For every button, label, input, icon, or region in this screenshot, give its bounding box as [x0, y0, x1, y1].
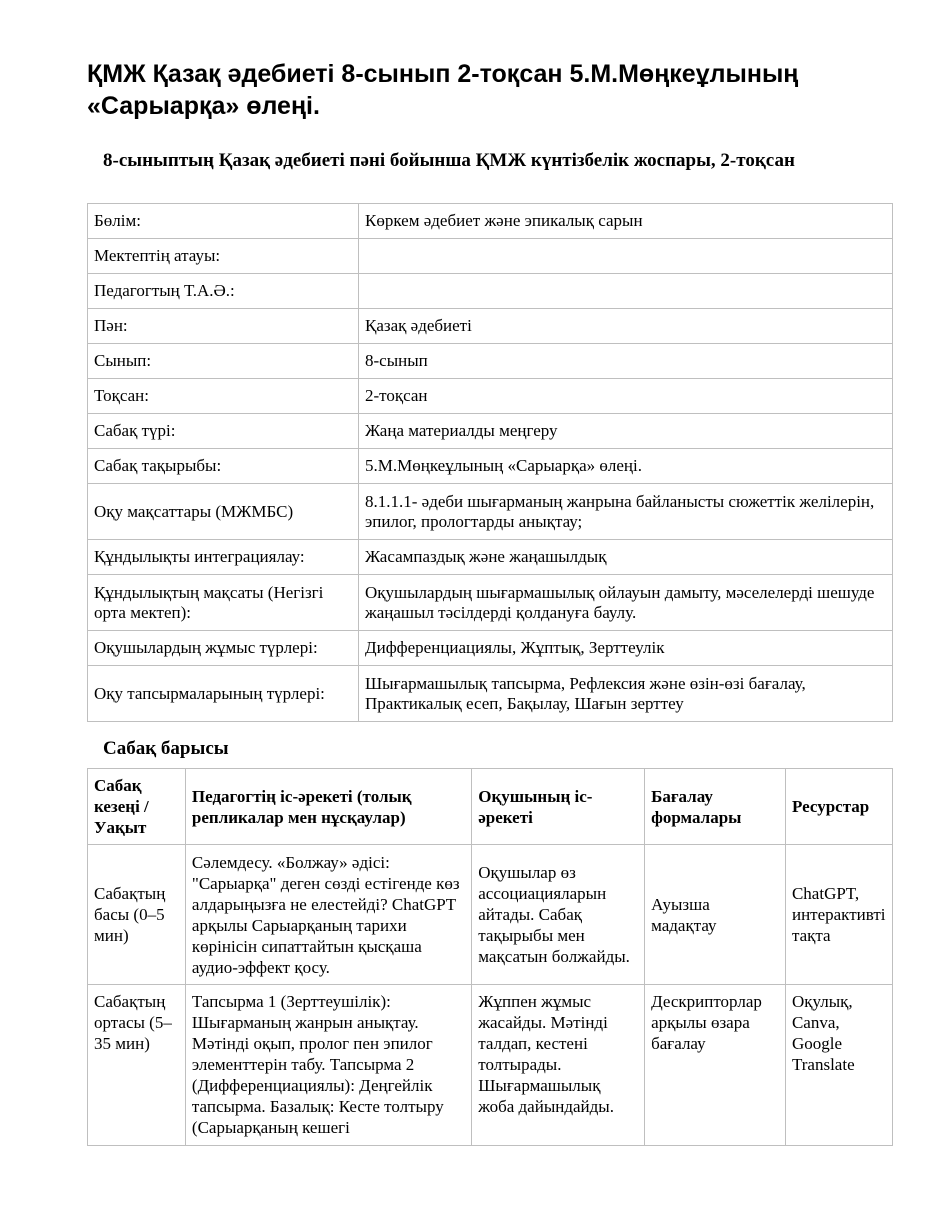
- info-value: [359, 239, 893, 274]
- lesson-student-actions: Оқушылар өз ассоциацияларын айтады. Сабақ тақырыбы мен мақсатын болжайды.: [472, 845, 645, 985]
- lesson-row-beginning: [88, 845, 893, 985]
- info-label: Бөлім:: [88, 204, 359, 239]
- lesson-assessment: Дескрипторлар арқылы өзара бағалау: [645, 985, 786, 1146]
- info-value: Жаңа материалды меңгеру: [359, 414, 893, 449]
- info-value: Дифференциациялы, Жұптық, Зерттеулік: [359, 631, 893, 666]
- info-label: Құндылықтың мақсаты (Негізгі орта мектеп):: [88, 575, 359, 631]
- lesson-row-middle: [88, 985, 893, 1146]
- lesson-section-title: Сабақ барысы: [103, 738, 229, 759]
- header-stage: Сабақ кезеңі / Уақыт: [88, 769, 186, 845]
- info-value: Жасампаздық және жаңашылдық: [359, 540, 893, 575]
- info-row-lesson-topic: [88, 449, 893, 484]
- info-value: 2-тоқсан: [359, 379, 893, 414]
- info-label: Пән:: [88, 309, 359, 344]
- lesson-stage: Сабақтың басы (0–5 мин): [88, 845, 186, 985]
- info-row-value-integration: [88, 540, 893, 575]
- plan-subtitle: 8-сыныптың Қазақ әдебиеті пәні бойынша ҚМЖ күнтізбелік жоспары, 2-тоқсан: [103, 150, 795, 171]
- info-value: 8.1.1.1- әдеби шығарманың жанрына байланысты сюжеттік желілерін, эпилог, прологтарды анықтау;: [359, 484, 893, 540]
- info-value: 5.М.Мөңкеұлының «Сарыарқа» өлеңі.: [359, 449, 893, 484]
- info-row-teacher: [88, 274, 893, 309]
- header-resources: Ресурстар: [785, 769, 892, 845]
- lesson-student-actions: Жұппен жұмыс жасайды. Мәтінді талдап, кестені толтырады. Шығармашылық жоба дайындайды.: [472, 985, 645, 1146]
- lesson-stage: Сабақтың ортасы (5–35 мин): [88, 985, 186, 1146]
- info-label: Құндылықты интеграциялау:: [88, 540, 359, 575]
- lesson-info-table: [87, 203, 893, 722]
- lesson-flow-table: [87, 768, 893, 1146]
- info-row-grade: [88, 344, 893, 379]
- info-label: Тоқсан:: [88, 379, 359, 414]
- info-row-task-types: [88, 666, 893, 722]
- info-value: Қазақ әдебиеті: [359, 309, 893, 344]
- document-title: ҚМЖ Қазақ әдебиеті 8-сынып 2-тоқсан 5.М.Мөңкеұлының «Сарыарқа» өлеңі.: [87, 60, 799, 120]
- info-row-school: [88, 239, 893, 274]
- info-value: Шығармашылық тапсырма, Рефлексия және өзін-өзі бағалау, Практикалық есеп, Бақылау, Шағын зерттеу: [359, 666, 893, 722]
- info-label: Мектептің атауы:: [88, 239, 359, 274]
- lesson-teacher-actions: Сәлемдесу. «Болжау» әдісі: "Сарыарқа" деген сөзді естігенде көз алдарыңызға не елестейді? ChatGPT арқылы Сарыарқаның тарихи көрінісін сипаттайтын қысқаша аудио-эффект қосу.: [185, 845, 471, 985]
- info-value: Көркем әдебиет және эпикалық сарын: [359, 204, 893, 239]
- header-teacher-actions: Педагогтің іс-әрекеті (толық репликалар мен нұсқаулар): [185, 769, 471, 845]
- info-value: [359, 274, 893, 309]
- header-assessment: Бағалау формалары: [645, 769, 786, 845]
- lesson-header-row: [88, 769, 893, 845]
- info-row-quarter: [88, 379, 893, 414]
- info-label: Сабақ түрі:: [88, 414, 359, 449]
- info-label: Оқу мақсаттары (МЖМБС): [88, 484, 359, 540]
- info-row-section: [88, 204, 893, 239]
- lesson-resources: Оқулық, Canva, Google Translate: [785, 985, 892, 1146]
- header-student-actions: Оқушының іс-әрекеті: [472, 769, 645, 845]
- info-label: Оқу тапсырмаларының түрлері:: [88, 666, 359, 722]
- info-label: Педагогтың Т.А.Ә.:: [88, 274, 359, 309]
- info-row-value-goal: [88, 575, 893, 631]
- info-label: Оқушылардың жұмыс түрлері:: [88, 631, 359, 666]
- info-label: Сынып:: [88, 344, 359, 379]
- lesson-assessment: Ауызша мадақтау: [645, 845, 786, 985]
- lesson-teacher-actions: Тапсырма 1 (Зерттеушілік): Шығарманың жанрын анықтау. Мәтінді оқып, пролог пен эпилог элементтерін табу. Тапсырма 2 (Дифференциациялы): Деңгейлік тапсырма. Базалық: Кесте толтыру (Сарыарқаның кешегі: [185, 985, 471, 1146]
- info-row-subject: [88, 309, 893, 344]
- info-value: Оқушылардың шығармашылық ойлауын дамыту, мәселелерді шешуде жаңашыл тәсілдерді қолдануға баулу.: [359, 575, 893, 631]
- info-value: 8-сынып: [359, 344, 893, 379]
- info-row-lesson-type: [88, 414, 893, 449]
- lesson-resources: ChatGPT, интерактивті тақта: [785, 845, 892, 985]
- info-row-learning-objectives: [88, 484, 893, 540]
- info-label: Сабақ тақырыбы:: [88, 449, 359, 484]
- info-row-work-types: [88, 631, 893, 666]
